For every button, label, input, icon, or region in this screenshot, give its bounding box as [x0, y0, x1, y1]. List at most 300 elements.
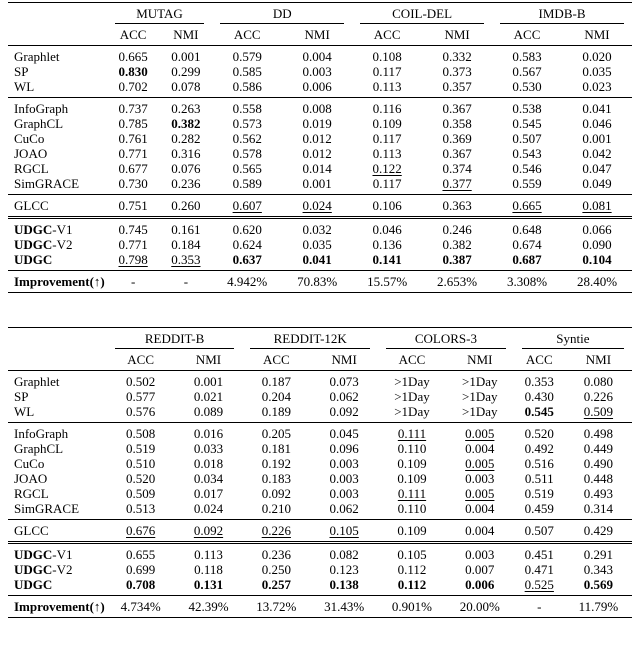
value-cell [160, 161, 213, 176]
value-cell [422, 218, 492, 238]
table-row [8, 46, 632, 65]
value-text: 0.021 [193, 389, 224, 404]
value-cell [107, 501, 175, 520]
value-cell [562, 195, 632, 218]
value-cell [352, 116, 422, 131]
value-text: 0.751 [118, 198, 148, 213]
method-name [8, 543, 107, 563]
value-cell [175, 486, 243, 501]
method-name-bold: UDGC [14, 547, 53, 562]
method-name-text: InfoGraph [14, 426, 69, 441]
results-table-top [8, 2, 632, 293]
value-cell [160, 64, 213, 79]
improvement-value [514, 596, 565, 618]
value-cell [565, 471, 632, 486]
value-cell [310, 486, 378, 501]
value-text: 0.373 [442, 64, 472, 79]
value-cell [446, 486, 514, 501]
value-text: 0.122 [372, 161, 402, 176]
value-text: 0.343 [583, 562, 614, 577]
value-cell [378, 577, 446, 596]
value-text: 0.109 [397, 456, 427, 471]
value-cell [242, 471, 310, 486]
value-cell [282, 218, 352, 238]
value-text: 0.562 [232, 131, 262, 146]
value-text: 0.187 [261, 374, 291, 389]
method-name [8, 237, 107, 252]
value-text: 0.078 [171, 79, 201, 94]
value-text: 0.062 [329, 501, 359, 516]
value-cell [107, 46, 160, 65]
improvement-value-text: - [537, 599, 542, 614]
value-text: 0.699 [126, 562, 156, 577]
dataset-cmidrule [500, 23, 624, 24]
dataset-name: REDDIT-B [144, 331, 205, 346]
value-cell [160, 46, 213, 65]
value-text: 0.493 [583, 486, 614, 501]
value-cell [514, 577, 565, 596]
metric-header: NMI [304, 27, 330, 42]
method-name-suffix: -V1 [52, 222, 73, 237]
value-text: 0.737 [118, 101, 148, 116]
value-cell [446, 371, 514, 390]
value-text: 0.003 [329, 471, 359, 486]
value-cell [514, 389, 565, 404]
value-text: 0.674 [512, 237, 542, 252]
improvement-label-text: Improvement(↑) [14, 274, 105, 289]
value-text: 0.005 [465, 486, 495, 501]
metric-header-row [8, 349, 632, 371]
value-text: 0.189 [261, 404, 291, 419]
results-table-bottom [8, 327, 632, 618]
value-cell [212, 46, 282, 65]
value-cell [422, 98, 492, 117]
method-name-text: Graphlet [14, 374, 60, 389]
value-text: 0.387 [442, 252, 472, 267]
improvement-value-text: 42.39% [188, 599, 229, 614]
value-cell [175, 404, 243, 423]
improvement-value [352, 271, 422, 293]
value-cell [422, 252, 492, 271]
value-text: 0.761 [118, 131, 148, 146]
value-cell [492, 46, 562, 65]
value-text: 0.046 [582, 116, 612, 131]
table-row [8, 79, 632, 98]
improvement-value [422, 271, 492, 293]
value-text: 0.192 [261, 456, 291, 471]
method-name [8, 404, 107, 423]
value-text: >1Day [462, 389, 498, 404]
value-text: 0.250 [261, 562, 291, 577]
dataset-header [107, 328, 243, 350]
metric-header: NMI [584, 27, 610, 42]
value-cell [562, 131, 632, 146]
value-text: 0.123 [329, 562, 359, 577]
value-cell [378, 486, 446, 501]
value-text: 0.583 [512, 49, 542, 64]
metric-header: ACC [398, 352, 426, 367]
value-text: 0.449 [583, 441, 614, 456]
method-name-text: JOAO [14, 471, 48, 486]
value-cell [242, 501, 310, 520]
value-text: 0.001 [302, 176, 332, 191]
value-text: 0.184 [171, 237, 201, 252]
value-text: 0.655 [126, 547, 156, 562]
value-cell [107, 98, 160, 117]
value-cell [175, 441, 243, 456]
dataset-cmidrule [360, 23, 484, 24]
value-cell [446, 543, 514, 563]
value-text: 0.016 [193, 426, 224, 441]
dataset-header-row [8, 328, 632, 350]
value-cell [107, 456, 175, 471]
value-text: 0.607 [232, 198, 262, 213]
value-cell [352, 98, 422, 117]
value-cell [282, 161, 352, 176]
improvement-value [310, 596, 378, 618]
value-cell [446, 389, 514, 404]
value-text: 0.676 [126, 523, 156, 538]
value-cell [175, 371, 243, 390]
improvement-value [107, 271, 160, 293]
table-row [8, 195, 632, 218]
value-text: 0.024 [193, 501, 224, 516]
value-text: 0.003 [465, 547, 495, 562]
value-cell [107, 486, 175, 501]
value-cell [514, 456, 565, 471]
value-text: 0.111 [397, 486, 427, 501]
value-text: 0.314 [583, 501, 614, 516]
value-text: 0.358 [442, 116, 472, 131]
dataset-header [107, 3, 213, 25]
value-text: 0.510 [126, 456, 156, 471]
table-row [8, 423, 632, 442]
value-cell [175, 456, 243, 471]
value-text: 0.003 [329, 456, 359, 471]
value-text: 0.509 [583, 404, 614, 419]
value-cell [446, 577, 514, 596]
method-name-text: InfoGraph [14, 101, 69, 116]
value-text: 0.118 [194, 562, 223, 577]
value-text: 0.082 [329, 547, 359, 562]
value-text: 0.353 [524, 374, 554, 389]
value-cell [514, 562, 565, 577]
value-cell [242, 486, 310, 501]
value-cell [492, 176, 562, 195]
value-text: 0.363 [442, 198, 472, 213]
value-cell [212, 64, 282, 79]
value-cell [107, 562, 175, 577]
value-cell [242, 520, 310, 543]
value-text: 0.448 [583, 471, 614, 486]
value-cell [446, 404, 514, 423]
value-text: 0.559 [512, 176, 542, 191]
value-cell [160, 116, 213, 131]
value-cell [212, 79, 282, 98]
value-cell [565, 520, 632, 543]
value-cell [492, 195, 562, 218]
value-text: 0.459 [524, 501, 554, 516]
method-name-text: WL [14, 404, 35, 419]
method-name-text: RGCL [14, 486, 49, 501]
value-cell [282, 116, 352, 131]
improvement-value-text: 3.308% [506, 274, 548, 289]
value-text: 0.105 [397, 547, 427, 562]
improvement-value-text: 11.79% [578, 599, 619, 614]
value-cell [242, 441, 310, 456]
value-text: >1Day [462, 374, 498, 389]
value-cell [160, 98, 213, 117]
table-row [8, 252, 632, 271]
value-text: 0.113 [194, 547, 223, 562]
value-cell [310, 543, 378, 563]
method-name-text: GraphCL [14, 441, 64, 456]
value-text: 0.516 [524, 456, 554, 471]
value-text: 0.106 [372, 198, 402, 213]
value-cell [562, 64, 632, 79]
value-text: 0.110 [397, 501, 427, 516]
value-text: 0.005 [465, 426, 495, 441]
value-text: 0.282 [171, 131, 201, 146]
value-text: 0.367 [442, 146, 472, 161]
value-text: 0.246 [442, 222, 472, 237]
value-cell [107, 161, 160, 176]
value-cell [514, 404, 565, 423]
improvement-row [8, 271, 632, 293]
dataset-header [352, 3, 492, 25]
value-text: 0.024 [302, 198, 332, 213]
value-cell [175, 423, 243, 442]
value-cell [352, 195, 422, 218]
value-text: 0.771 [118, 237, 148, 252]
value-text: 0.511 [524, 471, 554, 486]
value-cell [107, 64, 160, 79]
value-text: 0.004 [465, 441, 495, 456]
improvement-label [8, 271, 107, 293]
value-cell [160, 195, 213, 218]
value-text: 0.687 [512, 252, 542, 267]
value-text: 0.096 [329, 441, 359, 456]
method-name [8, 371, 107, 390]
value-text: 0.012 [302, 146, 332, 161]
value-text: 0.017 [193, 486, 224, 501]
value-text: 0.041 [582, 101, 612, 116]
value-cell [422, 146, 492, 161]
table-row [8, 404, 632, 423]
value-text: 0.117 [372, 176, 402, 191]
value-cell [422, 79, 492, 98]
value-cell [282, 195, 352, 218]
value-text: 0.677 [118, 161, 148, 176]
metric-header: ACC [262, 352, 290, 367]
value-cell [160, 146, 213, 161]
value-text: 0.546 [512, 161, 542, 176]
value-text: 0.109 [397, 471, 427, 486]
value-cell [352, 79, 422, 98]
metric-header: NMI [173, 27, 199, 42]
improvement-row [8, 596, 632, 618]
metric-header: NMI [467, 352, 493, 367]
value-cell [107, 79, 160, 98]
value-text: 0.111 [397, 426, 427, 441]
corner-cell [8, 349, 107, 371]
value-text: >1Day [462, 404, 498, 419]
value-text: 0.092 [329, 404, 359, 419]
value-text: 0.508 [126, 426, 156, 441]
value-text: 0.569 [583, 577, 614, 592]
method-name [8, 423, 107, 442]
value-cell [282, 237, 352, 252]
value-text: 0.545 [524, 404, 554, 419]
improvement-value-text: 0.901% [391, 599, 433, 614]
method-name [8, 456, 107, 471]
value-text: 0.092 [261, 486, 291, 501]
value-text: 0.357 [442, 79, 472, 94]
value-text: 0.092 [193, 523, 224, 538]
value-cell [446, 501, 514, 520]
value-cell [107, 218, 160, 238]
value-text: 0.003 [329, 486, 359, 501]
value-text: 0.291 [583, 547, 614, 562]
value-text: 0.624 [232, 237, 262, 252]
value-cell [160, 131, 213, 146]
value-cell [310, 471, 378, 486]
method-name [8, 131, 107, 146]
dataset-header [378, 328, 514, 350]
value-cell [446, 456, 514, 471]
dataset-name: DD [272, 6, 292, 21]
table-row [8, 389, 632, 404]
improvement-value [378, 596, 446, 618]
value-text: 0.708 [126, 577, 156, 592]
value-cell [282, 146, 352, 161]
value-cell [282, 64, 352, 79]
value-cell [107, 252, 160, 271]
corner-cell [8, 3, 107, 25]
value-cell [352, 131, 422, 146]
value-text: 0.131 [193, 577, 224, 592]
value-cell [107, 176, 160, 195]
metric-header: ACC [525, 352, 553, 367]
value-text: 0.018 [193, 456, 224, 471]
value-text: 0.004 [465, 501, 495, 516]
table-row [8, 486, 632, 501]
dataset-cmidrule [522, 348, 624, 349]
value-text: 0.062 [329, 389, 359, 404]
value-cell [352, 237, 422, 252]
metric-header: ACC [233, 27, 261, 42]
value-text: 0.620 [232, 222, 262, 237]
value-text: 0.041 [302, 252, 332, 267]
value-text: 0.299 [171, 64, 201, 79]
value-text: 0.112 [397, 577, 427, 592]
value-text: 0.007 [465, 562, 495, 577]
value-text: 0.034 [193, 471, 224, 486]
value-cell [492, 161, 562, 176]
value-text: 0.589 [232, 176, 262, 191]
value-cell [107, 116, 160, 131]
table-row [8, 161, 632, 176]
value-cell [352, 176, 422, 195]
value-text: 0.492 [524, 441, 554, 456]
improvement-value [446, 596, 514, 618]
table-row [8, 441, 632, 456]
value-text: 0.112 [397, 562, 427, 577]
improvement-value [242, 596, 310, 618]
value-cell [378, 371, 446, 390]
value-cell [175, 501, 243, 520]
value-text: 0.367 [442, 101, 472, 116]
value-text: 0.108 [372, 49, 402, 64]
method-name [8, 486, 107, 501]
value-cell [310, 501, 378, 520]
method-name-suffix: -V1 [52, 547, 73, 562]
value-text: 0.543 [512, 146, 542, 161]
value-cell [565, 389, 632, 404]
value-cell [422, 237, 492, 252]
method-name-bold: UDGC [14, 562, 53, 577]
table-row [8, 501, 632, 520]
improvement-value-text: - [130, 274, 136, 289]
table-row [8, 218, 632, 238]
value-text: >1Day [394, 374, 430, 389]
value-text: 0.507 [524, 523, 554, 538]
value-text: 0.001 [582, 131, 612, 146]
dataset-cmidrule [250, 348, 370, 349]
value-text: 0.665 [512, 198, 542, 213]
value-cell [175, 543, 243, 563]
value-text: 0.730 [118, 176, 148, 191]
method-name-text: JOAO [14, 146, 48, 161]
value-cell [446, 423, 514, 442]
improvement-value [107, 596, 175, 618]
value-text: 0.257 [261, 577, 291, 592]
value-cell [562, 161, 632, 176]
improvement-value-text: 2.653% [437, 274, 478, 289]
value-cell [282, 79, 352, 98]
value-cell [107, 423, 175, 442]
method-name [8, 64, 107, 79]
value-cell [492, 252, 562, 271]
value-text: 0.579 [232, 49, 262, 64]
value-cell [107, 131, 160, 146]
method-name-bold: UDGC [14, 222, 53, 237]
value-text: 0.004 [465, 523, 495, 538]
metric-header: NMI [195, 352, 222, 367]
value-cell [422, 64, 492, 79]
value-text: 0.205 [261, 426, 291, 441]
value-cell [446, 471, 514, 486]
value-text: 0.502 [126, 374, 156, 389]
value-text: 0.141 [372, 252, 402, 267]
value-text: 0.001 [171, 49, 201, 64]
value-cell [352, 146, 422, 161]
value-cell [310, 404, 378, 423]
value-cell [422, 195, 492, 218]
value-cell [514, 471, 565, 486]
table-row [8, 131, 632, 146]
improvement-value [492, 271, 562, 293]
improvement-value-text: 4.734% [120, 599, 161, 614]
value-text: 0.183 [261, 471, 291, 486]
metric-header: ACC [127, 352, 155, 367]
value-cell [212, 98, 282, 117]
value-cell [107, 389, 175, 404]
value-text: 0.045 [329, 426, 359, 441]
value-text: 0.204 [261, 389, 291, 404]
value-cell [514, 441, 565, 456]
metric-header: NMI [444, 27, 470, 42]
